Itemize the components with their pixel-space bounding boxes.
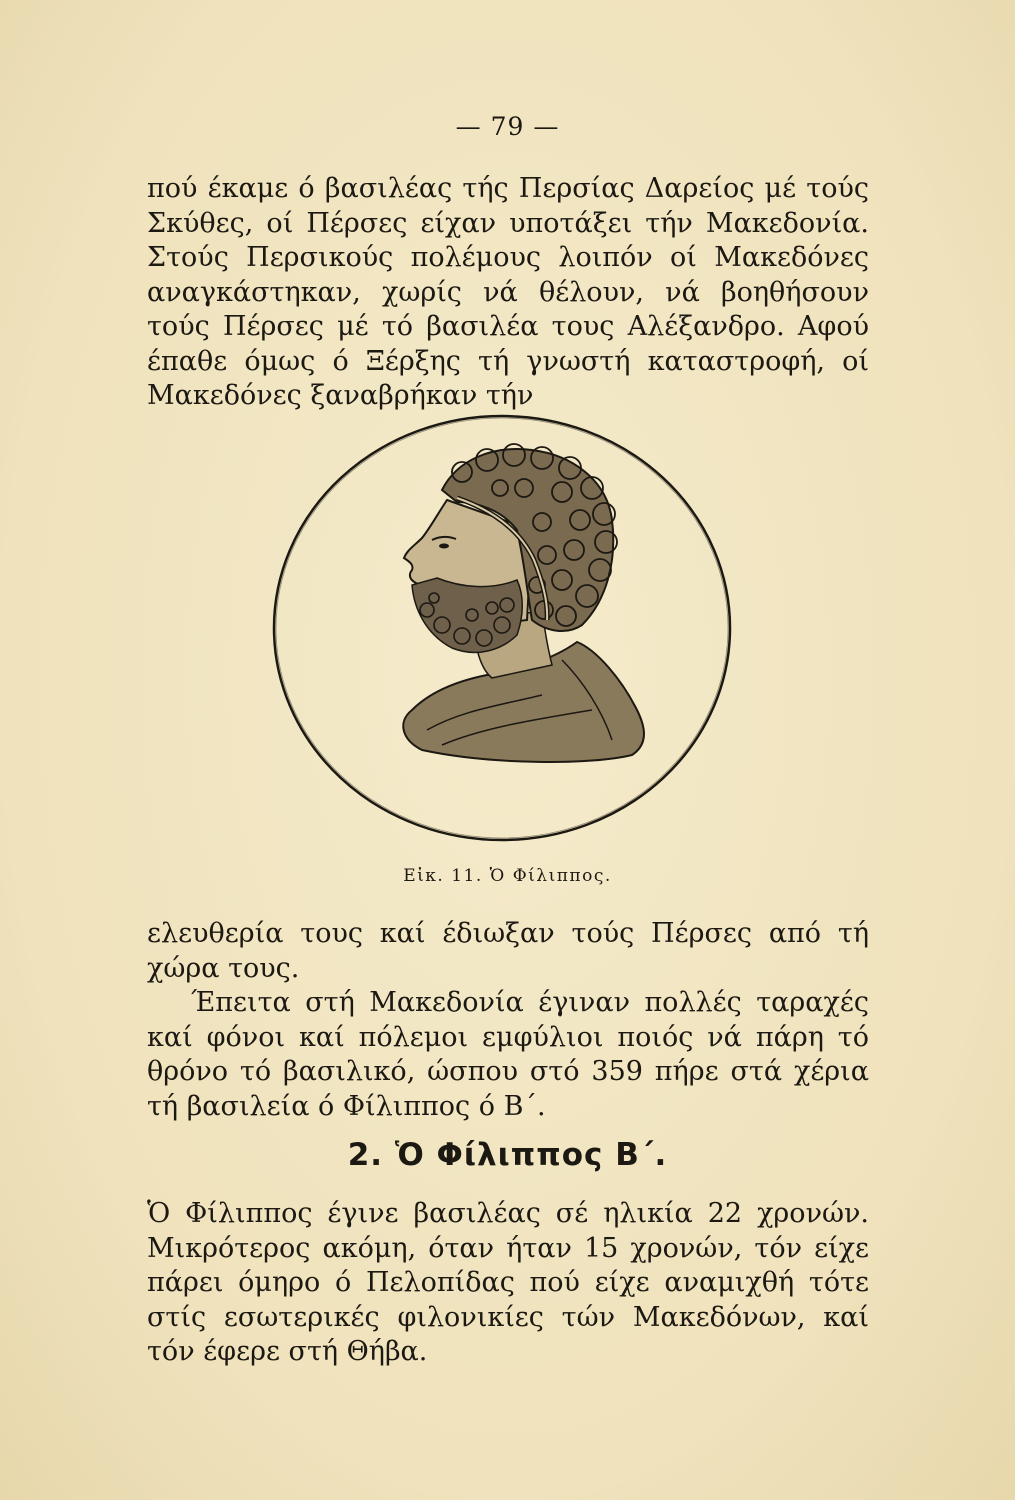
paragraph-freedom: ελευθερία τους καί έδιωξαν τούς Πέρσες από τή χώρα τους.	[147, 918, 869, 984]
page-number: — 79 —	[455, 112, 560, 141]
figure-portrait	[262, 410, 742, 850]
section-heading: 2. Ὁ Φίλιππος Β΄.	[347, 1137, 668, 1173]
figure-caption: Εἰκ. 11. Ὁ Φίλιππος.	[403, 866, 612, 886]
paragraph-intro: πού έκαμε ό βασιλέας τής Περσίας Δαρείος μέ τούς Σκύθες, οί Πέρσες είχαν υποτάξει τήν Μακεδονία. Στούς Περσικούς πολέμους λοιπόν οί Μακεδόνες αναγκάστηκαν, χωρίς νά θέλουν, νά βοηθήσουν τούς Πέρσες μέ τό βασιλέα τους Αλέξανδρο. Αφού έπαθε όμως ό Ξέρξης τή γνωστή καταστροφή, οί Μακεδόνες ξαναβρήκαν τήν	[147, 173, 869, 411]
coin-portrait-philip-icon	[262, 410, 742, 850]
paragraph-philip: Ὁ Φίλιππος έγινε βασιλέας σέ ηλικία 22 χρονών. Μικρότερος ακόμη, όταν ήταν 15 χρονών, τόν είχε πάρει όμηρο ό Πελοπίδας πού είχε αναμιχθή τότε στίς εσωτερικές φιλονικίες τών Μακεδόνων, καί τόν έφερε στή Θήβα.	[147, 1198, 869, 1367]
paragraph-civil-strife: Έπειτα στή Μακεδονία έγιναν πολλές ταραχές καί φόνοι καί πόλεμοι εμφύλιοι ποιός νά πάρη τό θρόνο τό βασιλικό, ώσπου στό 359 πήρε στά χέρια τή βασιλεία ό Φίλιππος ό Β΄.	[147, 987, 869, 1122]
